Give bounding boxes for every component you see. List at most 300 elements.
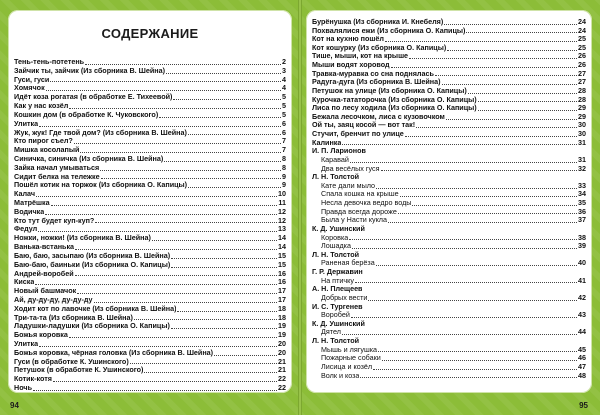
contents-entry xyxy=(312,208,586,217)
contents-entry xyxy=(14,296,286,305)
entry-page-number: 34 xyxy=(578,189,586,199)
author-heading xyxy=(312,303,586,312)
dot-leader xyxy=(177,311,277,312)
entry-page-number: 18 xyxy=(278,303,286,313)
dot-leader xyxy=(468,93,577,94)
entry-page-number: 16 xyxy=(278,268,286,278)
author-name: К. Д. Ушинский xyxy=(312,319,365,328)
dot-leader xyxy=(360,377,577,378)
entry-page-number: 26 xyxy=(578,60,586,70)
contents-entry xyxy=(14,58,286,67)
contents-entry xyxy=(14,384,286,393)
entry-page-number: 21 xyxy=(278,365,286,375)
entry-page-number: 24 xyxy=(578,16,586,26)
contents-entry xyxy=(14,278,286,287)
entry-title: Ночь xyxy=(14,384,32,393)
dot-leader xyxy=(35,284,277,285)
entry-title: Гуси (в обработке К. Ушинского) xyxy=(14,357,129,366)
contents-entry xyxy=(14,129,286,138)
entry-title: Зайка начал умываться xyxy=(14,163,100,172)
contents-entry xyxy=(14,261,286,270)
dot-leader xyxy=(144,372,277,373)
entry-page-number: 8 xyxy=(282,153,286,163)
author-name: Л. Н. Толстой xyxy=(312,250,360,259)
left-page xyxy=(8,10,292,393)
entry-page-number: 11 xyxy=(278,198,286,207)
dot-leader xyxy=(376,265,577,266)
entry-title: Ой ты, заяц косой — вот так! xyxy=(312,121,416,130)
entry-page-number: 39 xyxy=(578,241,586,251)
entry-title: Волк и коза xyxy=(321,371,360,380)
dot-leader xyxy=(342,144,577,145)
dot-leader xyxy=(33,390,277,391)
entry-title: Тень-тень-потетень xyxy=(14,58,85,66)
contents-entry xyxy=(312,35,586,44)
contents-entry xyxy=(14,270,286,279)
entry-page-number: 46 xyxy=(578,353,586,363)
entry-title: Мыши водят хоровод xyxy=(312,61,390,70)
dot-leader xyxy=(373,369,577,370)
entry-title: Божья коровка, чёрная головка (Из сборника В. Шейна) xyxy=(14,348,214,357)
contents-entry xyxy=(312,130,586,139)
entry-title: Петушок на улице (Из сборника О. Капицы) xyxy=(312,86,467,95)
dot-leader xyxy=(171,267,277,268)
entry-page-number: 5 xyxy=(282,92,286,102)
entry-page-number: 28 xyxy=(578,85,586,95)
entry-page-number: 48 xyxy=(578,370,586,380)
entry-page-number: 16 xyxy=(278,277,286,287)
right-page-number: 95 xyxy=(579,401,588,410)
entry-page-number: 3 xyxy=(282,65,286,75)
entry-title: Кот на кухню пошёл xyxy=(312,35,384,44)
entry-title: Улитка xyxy=(14,340,39,348)
contents-entry xyxy=(14,120,286,129)
entry-title: Курочка-тататорочка (Из сборника О. Капицы) xyxy=(312,95,477,104)
right-page xyxy=(306,10,592,393)
dot-leader xyxy=(69,108,281,109)
contents-entry xyxy=(14,340,286,349)
entry-page-number: 17 xyxy=(278,294,286,304)
entry-page-number: 15 xyxy=(278,250,286,260)
entry-page-number: 9 xyxy=(282,171,286,181)
entry-title: Федул xyxy=(14,225,38,234)
dot-leader xyxy=(50,81,281,82)
entry-title: Добрых вести xyxy=(321,293,368,302)
entry-title: Улитка xyxy=(14,119,39,128)
contents-entry xyxy=(312,104,586,113)
contents-entry xyxy=(312,311,586,320)
entry-title: Пожарные собаки xyxy=(321,354,381,363)
contents-entry xyxy=(312,61,586,70)
dot-leader xyxy=(95,222,277,223)
entry-title: Котик-котя xyxy=(14,375,52,384)
entry-page-number: 24 xyxy=(578,25,586,35)
contents-title: СОДЕРЖАНИЕ xyxy=(101,26,199,41)
contents-entry xyxy=(14,173,286,182)
entry-page-number: 19 xyxy=(278,330,286,340)
entry-page-number: 26 xyxy=(578,51,586,61)
entry-page-number: 25 xyxy=(578,42,586,52)
entry-page-number: 8 xyxy=(282,162,286,172)
contents-entry xyxy=(312,363,586,372)
contents-entry xyxy=(312,78,586,87)
entry-title: Спала кошка на крыше xyxy=(321,190,399,199)
contents-entry xyxy=(312,122,586,131)
entry-page-number: 19 xyxy=(278,321,286,331)
entry-title: Сидит белка на тележке xyxy=(14,172,100,181)
contents-entry xyxy=(14,190,286,199)
dot-leader xyxy=(101,178,281,179)
dot-leader xyxy=(409,58,577,59)
left-contents-list xyxy=(14,58,286,393)
entry-page-number: 14 xyxy=(278,233,286,243)
contents-entry xyxy=(14,322,286,331)
entry-page-number: 32 xyxy=(578,163,586,173)
contents-entry xyxy=(312,354,586,363)
book-gutter xyxy=(298,0,302,415)
entry-page-number: 14 xyxy=(278,242,286,252)
contents-entry xyxy=(14,217,286,226)
author-name: И. С. Тургенев xyxy=(312,302,363,311)
dot-leader xyxy=(39,126,281,127)
entry-title: Воробей xyxy=(321,311,350,320)
entry-page-number: 15 xyxy=(278,259,286,269)
entry-title: Синичка, синичка (Из сборника В. Шейна) xyxy=(14,154,164,163)
dot-leader xyxy=(368,300,577,301)
entry-title: Радуга-дуга (Из сборника В. Шейна) xyxy=(312,78,441,87)
dot-leader xyxy=(173,99,281,100)
contents-entry xyxy=(14,67,286,76)
author-heading xyxy=(312,337,586,346)
dot-leader xyxy=(388,222,577,223)
entry-page-number: 37 xyxy=(578,215,586,225)
entry-title: Баю, баю, засыпаю (Из сборника В. Шейна) xyxy=(14,251,171,260)
entry-page-number: 27 xyxy=(578,77,586,87)
contents-entry xyxy=(14,84,286,93)
dot-leader xyxy=(152,240,277,241)
dot-leader xyxy=(400,196,577,197)
dot-leader xyxy=(134,319,277,320)
contents-entry xyxy=(312,346,586,355)
author-name: К. Д. Ушинский xyxy=(312,224,365,233)
contents-entry xyxy=(14,102,286,111)
dot-leader xyxy=(412,205,577,206)
entry-title: Три-та-та (Из сборника В. Шейна) xyxy=(14,313,133,322)
entry-page-number: 6 xyxy=(282,127,286,137)
entry-title: Матрёшка xyxy=(14,199,50,207)
entry-page-number: 2 xyxy=(282,57,286,66)
entry-title: Травка-муравка со сна поднялась xyxy=(312,69,434,78)
contents-entry xyxy=(14,305,286,314)
contents-entry xyxy=(312,96,586,105)
entry-title: Баю-баю, баиньки (Из сборника О. Капицы) xyxy=(14,260,171,269)
entry-title: Два весёлых гуся xyxy=(321,164,380,173)
entry-page-number: 10 xyxy=(278,189,286,199)
dot-leader xyxy=(350,162,577,163)
dot-leader xyxy=(188,134,281,135)
entry-page-number: 43 xyxy=(578,310,586,320)
entry-title: Как у нас козёл xyxy=(14,102,69,111)
contents-entry xyxy=(312,260,586,269)
author-name: А. Н. Плещеев xyxy=(312,285,363,294)
contents-entry xyxy=(14,349,286,358)
entry-page-number: 45 xyxy=(578,344,586,354)
dot-leader xyxy=(171,258,277,259)
dot-leader xyxy=(51,205,278,206)
dot-leader xyxy=(398,213,577,214)
entry-title: Хомячок xyxy=(14,84,45,93)
contents-entry xyxy=(14,76,286,85)
entry-page-number: 33 xyxy=(578,180,586,190)
author-heading xyxy=(312,251,586,260)
left-page-number: 94 xyxy=(10,401,19,410)
dot-leader xyxy=(53,381,277,382)
entry-page-number: 5 xyxy=(282,109,286,119)
dot-leader xyxy=(164,161,281,162)
author-heading xyxy=(312,225,586,234)
entry-title: Ножки, ножки! (Из сборника В. Шейна) xyxy=(14,234,151,243)
entry-page-number: 7 xyxy=(282,136,286,146)
contents-entry xyxy=(312,182,586,191)
contents-entry xyxy=(312,234,586,243)
entry-page-number: 9 xyxy=(282,180,286,190)
dot-leader xyxy=(130,363,277,364)
dot-leader xyxy=(447,50,577,51)
entry-title: Жук, жук! Где твой дом? (Из сборника В. Шейна) xyxy=(14,128,187,137)
entry-title: Водичка xyxy=(14,207,45,216)
dot-leader xyxy=(80,152,281,153)
entry-page-number: 5 xyxy=(282,101,286,111)
dot-leader xyxy=(385,41,577,42)
contents-entry xyxy=(312,87,586,96)
contents-entry xyxy=(312,372,586,381)
dot-leader xyxy=(77,293,277,294)
dot-leader xyxy=(381,170,578,171)
entry-title: Дятел xyxy=(321,328,341,337)
entry-title: Кот кошурку (Из сборника О. Капицы) xyxy=(312,43,447,52)
author-name: И. П. Ларионов xyxy=(312,147,366,156)
entry-page-number: 30 xyxy=(578,129,586,139)
entry-page-number: 40 xyxy=(578,258,586,268)
entry-title: Кошкин дом (в обработке К. Чуковского) xyxy=(14,110,159,119)
entry-page-number: 4 xyxy=(282,74,286,84)
entry-title: Ладушки-ладушки (Из сборника О. Капицы) xyxy=(14,322,170,331)
entry-title: Каравай xyxy=(321,155,349,164)
author-name: Г. Р. Державин xyxy=(312,268,363,277)
entry-page-number: 17 xyxy=(278,286,286,296)
entry-title: Кто пирог съел? xyxy=(14,137,73,146)
entry-page-number: 31 xyxy=(578,154,586,164)
contents-entry xyxy=(14,358,286,367)
entry-title: Тише, мыши, кот на крыше xyxy=(312,52,409,61)
contents-entry xyxy=(14,366,286,375)
contents-entry xyxy=(312,27,586,36)
dot-leader xyxy=(75,249,277,250)
contents-entry xyxy=(14,252,286,261)
contents-entry xyxy=(14,314,286,323)
entry-page-number: 20 xyxy=(278,347,286,357)
contents-entry xyxy=(312,165,586,174)
entry-title: Бежала лесочком, лиса с кузовочком xyxy=(312,112,445,121)
contents-entry xyxy=(14,137,286,146)
contents-entry xyxy=(14,155,286,164)
author-heading xyxy=(312,320,586,329)
entry-title: Идёт коза рогатая (в обработке Е. Тихеевой) xyxy=(14,93,173,102)
dot-leader xyxy=(45,214,277,215)
contents-entry xyxy=(14,146,286,155)
contents-entry xyxy=(14,111,286,120)
dot-leader xyxy=(75,275,277,276)
author-heading xyxy=(312,285,586,294)
contents-entry xyxy=(312,70,586,79)
dot-leader xyxy=(39,346,277,347)
contents-entry xyxy=(312,156,586,165)
entry-page-number: 22 xyxy=(278,374,286,384)
entry-title: Зайчик ты, зайчик (Из сборника В. Шейна) xyxy=(14,66,165,75)
contents-entry xyxy=(14,243,286,252)
entry-title: Пошёл котик на торжок (Из сборника О. Капицы) xyxy=(14,181,188,190)
author-heading xyxy=(312,173,586,182)
author-heading xyxy=(312,147,586,156)
dot-leader xyxy=(355,282,577,283)
entry-title: Лиса по лесу ходила (Из сборника О. Капицы) xyxy=(312,104,477,113)
dot-leader xyxy=(85,64,281,65)
dot-leader xyxy=(478,110,577,111)
entry-title: Раненая берёза xyxy=(321,259,375,268)
author-heading xyxy=(312,268,586,277)
contents-entry xyxy=(312,216,586,225)
dot-leader xyxy=(416,127,577,128)
entry-page-number: 6 xyxy=(282,118,286,128)
dot-leader xyxy=(159,117,281,118)
entry-title: Лисица и козёл xyxy=(321,362,373,371)
dot-leader xyxy=(46,90,281,91)
dot-leader xyxy=(74,143,281,144)
entry-page-number: 35 xyxy=(578,198,586,208)
entry-title: Была у Насти кукла xyxy=(321,216,387,225)
entry-title: Бурёнушка (Из сборника И. Кнебеля) xyxy=(312,17,444,26)
entry-page-number: 47 xyxy=(578,361,586,371)
dot-leader xyxy=(435,75,577,76)
entry-page-number: 4 xyxy=(282,83,286,93)
entry-title: Лошадка xyxy=(321,242,351,251)
entry-page-number: 21 xyxy=(278,356,286,366)
dot-leader xyxy=(466,32,577,33)
entry-page-number: 12 xyxy=(278,215,286,225)
entry-title: Стучит, бренчит по улице xyxy=(312,130,404,139)
entry-title: Коровка xyxy=(321,233,349,242)
contents-entry xyxy=(14,234,286,243)
entry-title: Петушок (в обработке К. Ушинского) xyxy=(14,366,144,375)
entry-page-number: 27 xyxy=(578,68,586,78)
entry-title: Кате дали мыло xyxy=(321,181,376,190)
entry-page-number: 41 xyxy=(578,275,586,285)
dot-leader xyxy=(442,84,577,85)
entry-title: Новый башмачок xyxy=(14,287,77,296)
contents-entry xyxy=(312,199,586,208)
contents-entry xyxy=(14,331,286,340)
contents-entry xyxy=(312,329,586,338)
entry-page-number: 22 xyxy=(278,383,286,393)
entry-title: Киска xyxy=(14,278,35,287)
dot-leader xyxy=(378,351,577,352)
contents-entry xyxy=(14,287,286,296)
entry-title: Андрей-воробей xyxy=(14,269,74,278)
entry-page-number: 28 xyxy=(578,94,586,104)
dot-leader xyxy=(446,119,577,120)
entry-title: Божья коровка xyxy=(14,331,68,340)
contents-entry xyxy=(312,242,586,251)
dot-leader xyxy=(349,239,577,240)
dot-leader xyxy=(444,24,577,25)
entry-title: Ходит кот по лавочке (Из сборника В. Шейна) xyxy=(14,304,177,313)
contents-entry xyxy=(312,113,586,122)
entry-title: Правда всегда дороже xyxy=(321,207,397,216)
contents-entry xyxy=(312,191,586,200)
entry-page-number: 20 xyxy=(278,339,286,348)
dot-leader xyxy=(69,337,277,338)
entry-page-number: 31 xyxy=(578,137,586,147)
entry-page-number: 13 xyxy=(278,224,286,234)
entry-title: На птичку xyxy=(321,276,354,285)
dot-leader xyxy=(391,67,577,68)
entry-title: Калинка xyxy=(312,138,342,147)
dot-leader xyxy=(478,101,577,102)
dot-leader xyxy=(100,170,281,171)
entry-page-number: 7 xyxy=(282,145,286,155)
author-name: Л. Н. Толстой xyxy=(312,337,360,346)
contents-entry xyxy=(312,294,586,303)
contents-entry xyxy=(14,181,286,190)
dot-leader xyxy=(405,136,577,137)
dot-leader xyxy=(166,73,281,74)
entry-title: Ванька-встанька xyxy=(14,243,75,252)
dot-leader xyxy=(342,334,577,335)
entry-page-number: 44 xyxy=(578,327,586,337)
entry-page-number: 12 xyxy=(278,206,286,216)
entry-page-number: 18 xyxy=(278,312,286,322)
entry-title: Ай, ду-ду-ду, ду-ду-ду xyxy=(14,295,93,304)
author-name: Л. Н. Толстой xyxy=(312,173,360,182)
contents-entry xyxy=(14,375,286,384)
entry-page-number: 42 xyxy=(578,292,586,302)
contents-entry xyxy=(312,53,586,62)
contents-entry xyxy=(312,139,586,148)
dot-leader xyxy=(382,360,577,361)
dot-leader xyxy=(188,187,281,188)
contents-entry xyxy=(312,44,586,53)
entry-title: Кто тут будет куп-куп? xyxy=(14,216,95,225)
contents-entry xyxy=(14,225,286,234)
dot-leader xyxy=(214,355,277,356)
contents-entry xyxy=(14,164,286,173)
contents-entry xyxy=(14,93,286,102)
dot-leader xyxy=(36,196,277,197)
right-contents-list xyxy=(312,18,586,380)
contents-entry xyxy=(14,208,286,217)
entry-title: Гуси, гуси xyxy=(14,75,50,84)
entry-title: Похвалялися ежи (Из сборника О. Капицы) xyxy=(312,26,466,35)
dot-leader xyxy=(94,302,277,303)
entry-title: Калач xyxy=(14,190,36,199)
dot-leader xyxy=(171,328,277,329)
dot-leader xyxy=(376,188,577,189)
entry-page-number: 30 xyxy=(578,120,586,130)
entry-page-number: 29 xyxy=(578,103,586,113)
dot-leader xyxy=(351,317,577,318)
dot-leader xyxy=(38,231,277,232)
entry-title: Мышь и лягушка xyxy=(321,345,378,354)
